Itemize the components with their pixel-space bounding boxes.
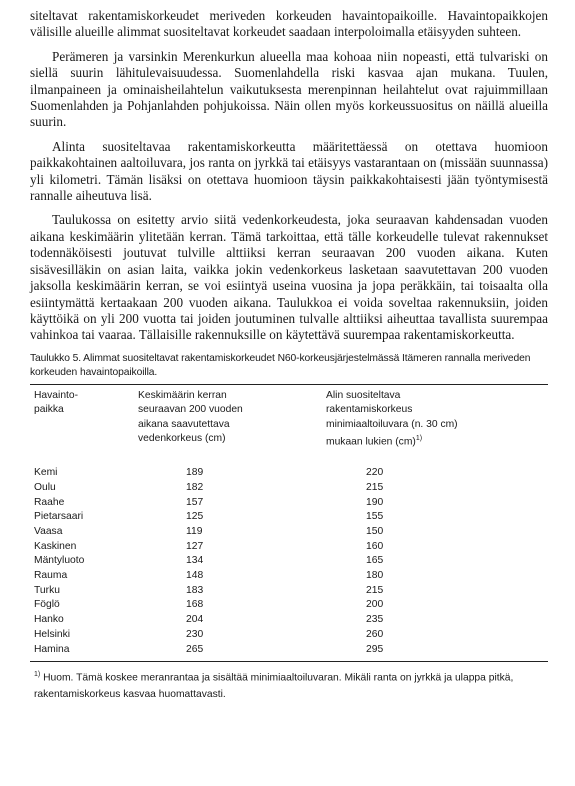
cell-location: Oulu [34,481,56,493]
cell-building-height: 200 [366,599,384,611]
cell-building-height: 220 [366,467,384,479]
cell-location: Mäntyluoto [34,555,85,567]
cell-water-level: 148 [186,570,204,582]
cell-location: Hanko [34,614,64,626]
table-row [30,628,548,643]
table-caption: Taulukko 5. Alimmat suositeltavat rakentamiskorkeudet N60-korkeusjärjestelmässä Itämeren rannalla meriveden korkeuden havaintopaikoilla. [30,352,531,378]
cell-water-level: 119 [186,525,203,537]
cell-water-level: 230 [186,628,204,640]
cell-water-level: 204 [186,614,204,626]
cell-building-height: 165 [366,555,384,567]
cell-location: Hamina [34,643,70,655]
table-row [30,569,548,584]
table-row [30,584,548,599]
table-row [30,525,548,540]
cell-location: Pietarsaari [34,511,84,523]
cell-location: Kemi [34,467,58,479]
cell-water-level: 183 [186,584,204,596]
cell-building-height: 180 [366,570,384,582]
table-row [30,481,548,496]
cell-water-level: 125 [186,511,204,523]
cell-building-height: 190 [366,496,384,508]
table-row [30,540,548,555]
header-location: Havainto- paikka [34,389,79,416]
body-text [30,8,548,344]
cell-building-height: 160 [366,540,384,552]
cell-water-level: 168 [186,599,204,611]
footnote-marker: 1) [34,671,41,679]
cell-water-level: 127 [186,540,204,552]
table-bottom-rule [30,661,548,662]
cell-building-height: 260 [366,628,384,640]
cell-building-height: 215 [366,481,384,493]
paragraph: Taulukossa on esitetty arvio siitä vedenkorkeudesta, joka seuraavan kahdensadan vuoden aikana keskimäärin ylitetään kerran. Tämä tarkoittaa, että tälle korkeudelle tulevat rakennukset todennäköisesti joutuvat tulville alttiiksi kerran seuraavan 200 vuoden aikana. Kuten sisävesilläkin on asian laita, vaikka jokin vedenkorkeus lasketaan saavutettavan 200 vuoden jaksolla keskimäärin kerran, se voi esiintyä useina vuosina ja jopa peräkkäin, tai toisaalta olla esiintymättä kertaakaan 200 vuoden aikana. Taulukkoa ei voida soveltaa rakennuksiin, joiden käyttöikä on yli 200 vuotta tai joiden joutuminen tulvalle alttiiksi aiheuttaa tavallista suurempaa vahinkoa tai vaaraa. Tällaisille rakennuksille on käytettävä suurempaa rakentamiskorkeutta. [30,212,548,343]
cell-location: Helsinki [34,628,71,640]
table-header-row [30,385,548,460]
height-table [30,385,548,662]
header-building-height: Alin suositeltava rakentamiskorkeus minimiaaltoiluvara (n. 30 cm) mukaan lukien (cm)$^{1)}$ [326,389,458,448]
cell-water-level: 182 [186,481,204,493]
cell-building-height: 150 [366,525,384,537]
cell-building-height: 295 [366,643,384,655]
footnote-marker: 1) [415,435,423,443]
cell-water-level: 134 [186,555,204,567]
table-row [30,613,548,628]
table-row [30,460,548,481]
cell-location: Kaskinen [34,540,77,552]
table-row [30,510,548,525]
table-row [30,554,548,569]
table-row [30,643,548,662]
document-page [30,8,548,703]
table-footnote: $^{1)}$ Huom. Tämä koskee meranrantaa ja sisältää minimiaaltoiluvaran. Mikäli ranta on jyrkkä ja ulappa pitkä, rakentamiskorkeus kasvaa huomattavasti. [34,671,514,700]
cell-location: Vaasa [34,525,63,537]
cell-location: Turku [34,584,60,596]
cell-water-level: 189 [186,467,204,479]
header-water-level: Keskimäärin kerran seuraavan 200 vuoden aikana saavutettava vedenkorkeus (cm) [138,389,243,445]
table-row [30,496,548,511]
paragraph: Alinta suositeltavaa rakentamiskorkeutta määritettäessä on otettava huomioon paikkakohtainen aaltoiluvara, jos ranta on jyrkkä tai etäisyys vastarantaan on (missään suunnassa) yli kilometri. Tämän lisäksi on otettava huomioon täysin paikkakohtaisesti jään työntymisestä rannalle aiheutuva lisä. [30,138,548,204]
cell-building-height: 155 [366,511,384,523]
table-row [30,598,548,613]
cell-location: Föglö [34,599,60,611]
cell-building-height: 215 [366,584,384,596]
cell-location: Raahe [34,496,65,508]
cell-building-height: 235 [366,614,384,626]
cell-water-level: 157 [186,496,204,508]
cell-water-level: 265 [186,643,204,655]
paragraph: Perämeren ja varsinkin Merenkurkun alueella maa kohoaa niin nopeasti, että tulvariski on siellä suurin lähitulevaisuudessa. Suomenlahdella riski kasvaa ajan mukana. Tuulen, ilmanpaineen ja ominaisheilahtelun vaikutuksesta merenpinnan heilahtelut ovat rajuimmillaan Suomenlahden ja Pohjanlahden pohjukoissa. Näin ollen myös korkeussuositus on näillä alueilla suurin. [30,48,548,130]
paragraph: siteltavat rakentamiskorkeudet meriveden korkeuden havaintopaikoille. Havaintopaikkojen välisille alueille alimmat suositeltavat korkeudet saadaan interpoloimalla etäisyyden suhteen. [30,8,548,40]
cell-location: Rauma [34,570,68,582]
table-body [30,460,548,661]
